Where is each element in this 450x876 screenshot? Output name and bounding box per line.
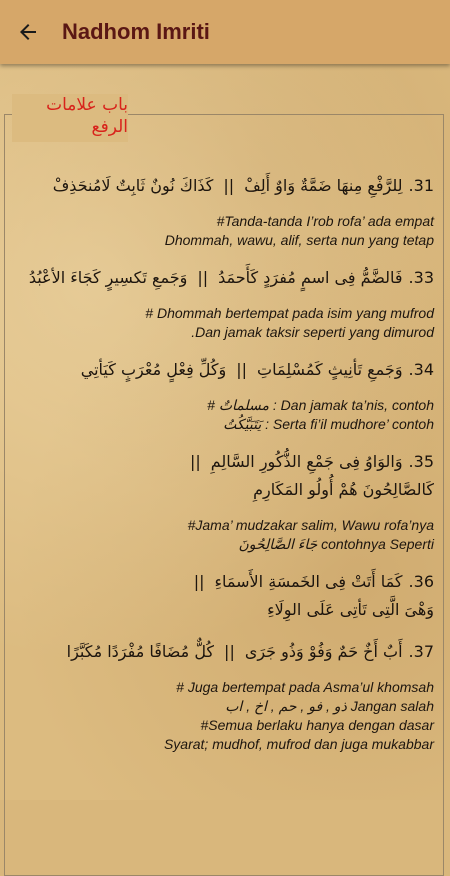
verse-arabic — [20, 172, 434, 200]
verse-arabic — [20, 638, 434, 666]
verse-number: 37. — [408, 642, 434, 661]
content-paper[interactable] — [0, 64, 450, 800]
verse-part1: وَجَمعِ تَأنِيثٍ كَمُسْلِمَاتِ — [257, 360, 403, 379]
verse-separator: || — [197, 268, 209, 287]
verse-number: 31. — [408, 176, 434, 195]
verse-translation — [20, 396, 434, 434]
translation-line: # مسلماتٌ : Dan jamak ta’nis, contoh — [207, 397, 434, 413]
chapter-title — [12, 94, 128, 142]
verse-arabic — [20, 568, 434, 624]
translation-line: Syarat; mudhof, mufrod dan juga mukabbar — [163, 736, 434, 752]
verse-translation — [20, 678, 434, 754]
verse-number: 35. — [408, 452, 434, 471]
translation-line: # Juga bertempat pada Asma’ul khomsah — [176, 679, 434, 695]
chapter-title-line2: الرفع — [91, 117, 128, 137]
translation-line: جَاءَ الصَّالِحُونَ contohnya Seperti — [238, 536, 434, 552]
verse-part2: كَذَاكَ نُونٌ ثَابِتٌ لَامُنحَذِفْ — [52, 176, 214, 195]
verse-block — [20, 568, 434, 624]
app-bar — [0, 0, 450, 64]
verse-part2: كُلٌّ مُضَافًا مُفْرَدًا مُكَبَّرًا — [66, 642, 215, 661]
verse-list — [20, 172, 434, 768]
verse-separator: || — [236, 360, 248, 379]
verse-separator: || — [189, 452, 201, 471]
verse-block — [20, 448, 434, 554]
verse-part2: كَالصَّالِحُونَ هُمْ أُولُو المَكَارِمِ — [253, 480, 434, 499]
verse-part1: أَبٌ أَخٌ حَمٌ وَفُوْ وَذُو جَرَى — [244, 642, 403, 661]
translation-line: Dhommah, wawu, alif, serta nun yang tetap — [164, 232, 434, 248]
verse-arabic — [20, 264, 434, 292]
back-button[interactable] — [0, 0, 56, 64]
verse-part1: كَمَا أَتَتْ فِى الخَمسَةِ الأَسمَاءِ — [214, 572, 403, 591]
verse-translation — [20, 516, 434, 554]
verse-part1: فَالضَّمُّ فِى اسمٍ مُفرَدٍ كَأَحمَدُ — [218, 268, 403, 287]
verse-part2: وَجَمعِ تَكسِيرٍ كَجَاءَ الأعْبُدُ — [28, 268, 188, 287]
verse-separator: || — [193, 572, 205, 591]
verse-separator: || — [224, 642, 235, 661]
translation-line: # Dhommah bertempat pada isim yang mufrod — [145, 305, 434, 321]
verse-translation — [20, 212, 434, 250]
verse-number: 36. — [408, 572, 434, 591]
arrow-left-icon — [16, 20, 40, 44]
translation-line: .Dan jamak taksir seperti yang dimurod — [191, 324, 434, 340]
verse-number: 34. — [408, 360, 434, 379]
verse-block — [20, 638, 434, 754]
verse-block — [20, 172, 434, 250]
verse-part1: لِلرَّفْعِ مِنهَا ضَمَّةٌ وَاوٌ أَلِفْ — [244, 176, 403, 195]
verse-part2: وَهْىَ الَّتِى تَأتِى عَلَى الوِلَاءِ — [267, 600, 434, 619]
verse-part2: وَكُلِّ فِعْلٍ مُعْرَبٍ كَيَأتِي — [80, 360, 227, 379]
translation-line: يَتَبَيَّكُتُ : Serta fi’il mudhore’ contoh — [223, 416, 434, 432]
translation-line: #Tanda-tanda I’rob rofa’ ada empat — [216, 213, 434, 229]
app-title: Nadhom Imriti — [62, 19, 210, 44]
verse-arabic — [20, 356, 434, 384]
verse-block — [20, 356, 434, 434]
translation-line: #Jama’ mudzakar salim, Wawu rofa’nya — [187, 517, 434, 533]
verse-number: 33. — [408, 268, 434, 287]
verse-arabic — [20, 448, 434, 504]
verse-block — [20, 264, 434, 342]
verse-separator: || — [223, 176, 235, 195]
chapter-title-line1: باب علامات — [46, 95, 128, 115]
verse-part1: وَالوَاوُ فِى جَمْعِ الذُّكُورِ السَّالِمِ — [210, 452, 403, 471]
verse-translation — [20, 304, 434, 342]
translation-line: ذو , فو , حم , اخ , اب Jangan salah — [225, 698, 434, 714]
translation-line: #Semua berlaku hanya dengan dasar — [200, 717, 434, 733]
